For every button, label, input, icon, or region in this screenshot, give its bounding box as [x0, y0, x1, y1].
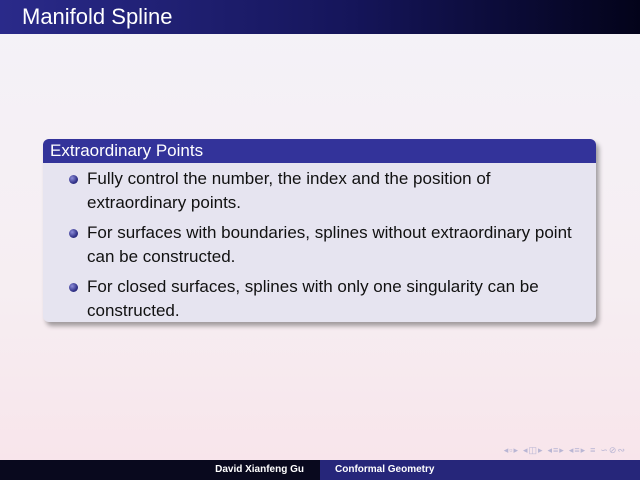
nav-prev-icon[interactable]: ◂≡▸ — [547, 444, 565, 455]
list-item-text: Fully control the number, the index and the position of extraordinary points. — [87, 169, 491, 212]
extraordinary-points-block — [43, 139, 596, 322]
bullet-icon — [69, 283, 78, 292]
slide-footer — [0, 460, 640, 480]
beamer-navigation-bar — [504, 443, 626, 457]
list-item-text: For surfaces with boundaries, splines without extraordinary point can be constructed. — [87, 223, 572, 266]
footer-talk-title: Conformal Geometry — [320, 460, 640, 480]
slide-title-bar — [0, 0, 640, 34]
list-item — [69, 167, 588, 215]
bullet-icon — [69, 229, 78, 238]
nav-search-icon[interactable]: ∽⊘∾ — [600, 444, 626, 455]
nav-next-icon[interactable]: ≡ — [590, 445, 597, 455]
footer-author: David Xianfeng Gu — [0, 460, 320, 480]
slide-title: Manifold Spline — [22, 4, 173, 29]
block-title: Extraordinary Points — [43, 139, 596, 163]
nav-section-icon[interactable]: ◂≡▸ — [568, 444, 587, 455]
nav-frame-icon[interactable]: ◂◫▸ — [522, 444, 544, 455]
bullet-icon — [69, 175, 78, 184]
block-body — [43, 163, 596, 322]
nav-first-icon[interactable]: ◂▫▸ — [503, 444, 519, 455]
list-item — [69, 221, 588, 269]
list-item-text: For closed surfaces, splines with only one singularity can be constructed. — [87, 277, 539, 320]
list-item — [69, 275, 588, 322]
